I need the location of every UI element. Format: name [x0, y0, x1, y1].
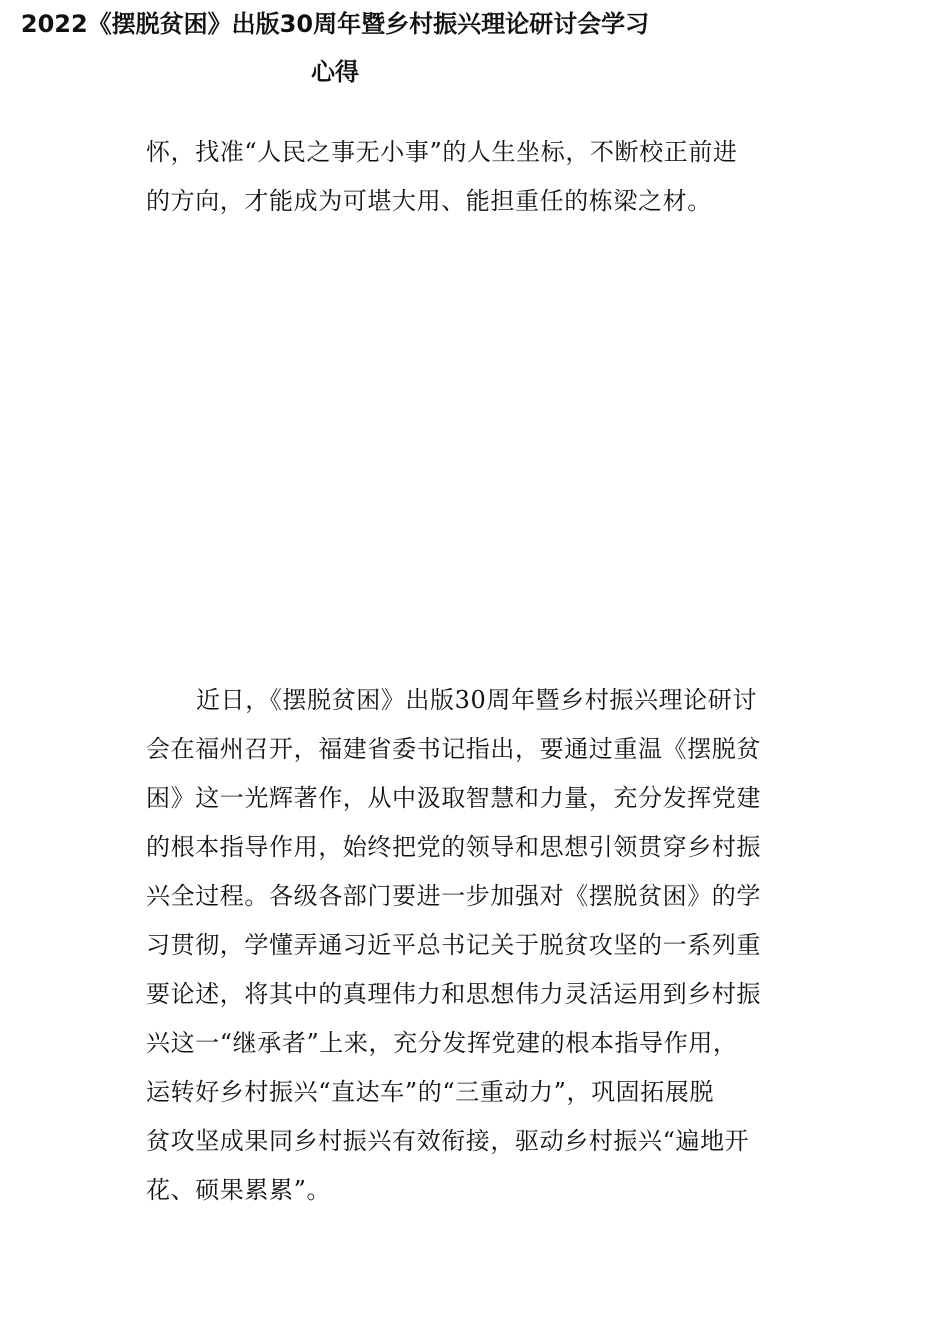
article-title: [0, 0, 670, 96]
paragraph-line: 兴全过程。各级各部门要进一步加强对《摆脱贫困》的学: [146, 882, 761, 910]
paragraph-line: 运转好乡村振兴“直达车”的“三重动力”，巩固拓展脱: [146, 1078, 715, 1106]
paragraph-line: 的方向，才能成为可堪大用、能担重任的栋梁之材。: [146, 187, 712, 215]
paragraph-line: 习贯彻，学懂弄通习近平总书记关于脱贫攻坚的一系列重: [146, 931, 761, 959]
paragraph-line: 的根本指导作用，始终把党的领导和思想引领贯穿乡村振: [146, 833, 761, 861]
paragraph-line: 近日，《摆脱贫困》出版30周年暨乡村振兴理论研讨: [196, 686, 757, 714]
paragraph-line: 兴这一“继承者”上来，充分发挥党建的根本指导作用，: [146, 1029, 738, 1057]
continuation-paragraph: [146, 128, 806, 226]
title-line: 心得: [311, 58, 359, 86]
article-paragraph: [146, 676, 806, 1215]
paragraph-line: 会在福州召开，福建省委书记指出，要通过重温《摆脱贫: [146, 735, 761, 763]
paragraph-line: 困》这一光辉著作，从中汲取智慧和力量，充分发挥党建: [146, 784, 761, 812]
paragraph-line: 怀，找准“人民之事无小事”的人生坐标，不断校正前进: [146, 138, 738, 166]
paragraph-line: 贫攻坚成果同乡村振兴有效衔接，驱动乡村振兴“遍地开: [146, 1127, 750, 1155]
paragraph-line: 要论述，将其中的真理伟力和思想伟力灵活运用到乡村振: [146, 980, 761, 1008]
paragraph-line: 花、硕果累累”。: [146, 1176, 332, 1204]
title-line: 2022《摆脱贫困》出版30周年暨乡村振兴理论研讨会学习: [20, 10, 650, 38]
